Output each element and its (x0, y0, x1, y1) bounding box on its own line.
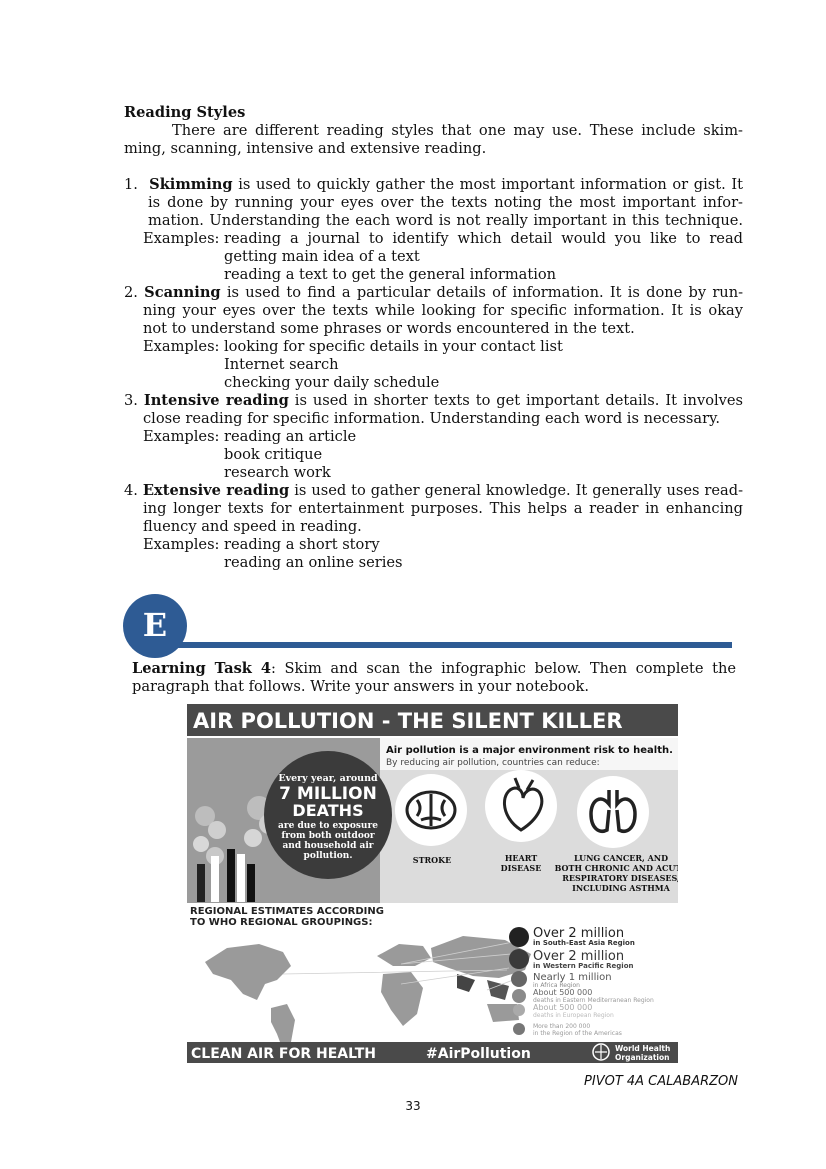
section-heading: Reading Styles (124, 104, 246, 121)
example-item: reading a journal to identify which detail would you like to read (224, 230, 743, 247)
style-text: ning your eyes over the texts while looking for specific information. It is okay (143, 302, 743, 319)
disease-label: LUNG CANCER, AND (573, 853, 669, 863)
region-name: deaths in European Region (533, 1012, 614, 1019)
region-marker (509, 949, 529, 969)
task-label: Learning Task 4 (132, 660, 272, 677)
style-term: Scanning (144, 284, 221, 301)
list-number: 4. (124, 482, 138, 499)
disease-label: BOTH CHRONIC AND ACUTE (554, 863, 678, 873)
example-item: looking for specific details in your contact list (224, 338, 563, 355)
examples-label: Examples: (143, 338, 220, 355)
region-marker (513, 1004, 525, 1016)
style-text: not to understand some phrases or words encountered in the text. (143, 320, 635, 337)
world-map (205, 936, 531, 1050)
infographic-graphic (187, 704, 678, 1063)
region-value: About 500 000 (533, 1003, 593, 1012)
regions-legend (509, 926, 654, 1037)
circle-text: pollution. (303, 851, 353, 861)
example-item: book critique (224, 446, 323, 463)
style-text: fluency and speed in reading. (143, 518, 362, 535)
risk-headline: Air pollution is a major environment risk to health. (386, 745, 673, 756)
region-name: in South-East Asia Region (533, 939, 635, 947)
campaign-slogan: CLEAN AIR FOR HEALTH (191, 1046, 376, 1062)
page-number: 33 (405, 1099, 421, 1113)
disease-label: RESPIRATORY DISEASES, (562, 873, 678, 883)
intro-line: There are different reading styles that one may use. These include skim- (172, 122, 743, 139)
circle-figure: DEATHS (292, 801, 364, 820)
style-text: is used in shorter texts to get important details. It involves (294, 392, 744, 409)
example-item: checking your daily schedule (224, 374, 440, 391)
disease-label: STROKE (412, 855, 452, 865)
region-marker (511, 971, 527, 987)
style-text: is used to find a particular details of information. It is done by run- (226, 284, 744, 301)
region-name: in Western Pacific Region (533, 962, 634, 970)
examples-label: Examples: (143, 428, 220, 445)
example-item: reading a text to get the general information (224, 266, 557, 283)
regional-title: REGIONAL ESTIMATES ACCORDING (190, 906, 384, 917)
region-name: deaths in Eastern Mediterranean Region (533, 997, 654, 1004)
region-value: Nearly 1 million (533, 972, 612, 983)
example-item: reading a short story (224, 536, 380, 553)
circle-text: and household air (282, 841, 374, 851)
example-item: getting main idea of a text (224, 248, 420, 265)
hashtag: #AirPollution (426, 1046, 531, 1062)
region-marker (512, 989, 526, 1003)
style-item-skimming (124, 176, 743, 194)
example-item: research work (224, 464, 331, 481)
disease-label: HEART (504, 853, 538, 863)
example-item: Internet search (224, 356, 339, 373)
intro-line: ming, scanning, intensive and extensive reading. (124, 140, 487, 157)
who-name: Organization (615, 1053, 670, 1062)
task-instruction (132, 660, 736, 678)
risk-subheadline: By reducing air pollution, countries can reduce: (386, 758, 600, 768)
style-item-scanning (124, 284, 743, 302)
region-value: More than 200 000 (533, 1023, 591, 1030)
style-term: Extensive reading (142, 482, 290, 499)
task-text: : Skim and scan the infographic below. Then complete the (271, 660, 736, 677)
style-text: is used to quickly gather the most important information or gist. It (238, 176, 743, 193)
style-text: ing longer texts for entertainment purposes. This helps a reader in enhancing (143, 500, 743, 517)
disease-label: DISEASE (500, 863, 542, 873)
section-letter: E (142, 606, 168, 644)
style-term: Skimming (149, 176, 233, 193)
page-footer: PIVOT 4A CALABARZON (584, 1074, 738, 1089)
circle-figure: 7 MILLION (279, 784, 377, 804)
examples-label: Examples: (143, 230, 220, 247)
style-text: is used to gather general knowledge. It generally uses read- (294, 482, 743, 499)
region-value: About 500 000 (533, 988, 593, 997)
section-divider (176, 642, 732, 648)
who-logo-icon (593, 1044, 609, 1060)
region-marker (509, 927, 529, 947)
infographic (187, 704, 678, 1063)
region-marker (513, 1023, 525, 1035)
circle-text: Every year, around (278, 773, 378, 784)
who-name: World Health (615, 1044, 671, 1053)
list-number: 2. (124, 284, 138, 301)
style-term: Intensive reading (143, 392, 289, 409)
style-item-intensive (124, 392, 743, 410)
region-value: Over 2 million (533, 926, 625, 941)
region-value: Over 2 million (533, 949, 625, 964)
circle-text: from both outdoor (281, 831, 375, 841)
example-item: reading an article (224, 428, 357, 445)
list-number: 3. (124, 392, 138, 409)
examples-label: Examples: (143, 536, 220, 553)
example-item: reading an online series (224, 554, 403, 571)
region-name: in Africa Region (533, 982, 580, 989)
style-text: close reading for specific information. Understanding each word is necessary. (143, 410, 721, 427)
disease-label: INCLUDING ASTHMA (572, 883, 670, 893)
infographic-title: AIR POLLUTION - THE SILENT KILLER (193, 709, 623, 733)
style-text: mation. Understanding the each word is not really important in this technique. (148, 212, 743, 229)
list-number: 1. (124, 176, 138, 193)
circle-text: are due to exposure (278, 821, 378, 831)
task-text: paragraph that follows. Write your answers in your notebook. (132, 678, 589, 695)
style-item-extensive (124, 482, 743, 500)
style-text: is done by running your eyes over the texts noting the most important infor- (148, 194, 743, 211)
region-name: in the Region of the Americas (533, 1030, 622, 1037)
regional-title: TO WHO REGIONAL GROUPINGS: (190, 917, 373, 928)
